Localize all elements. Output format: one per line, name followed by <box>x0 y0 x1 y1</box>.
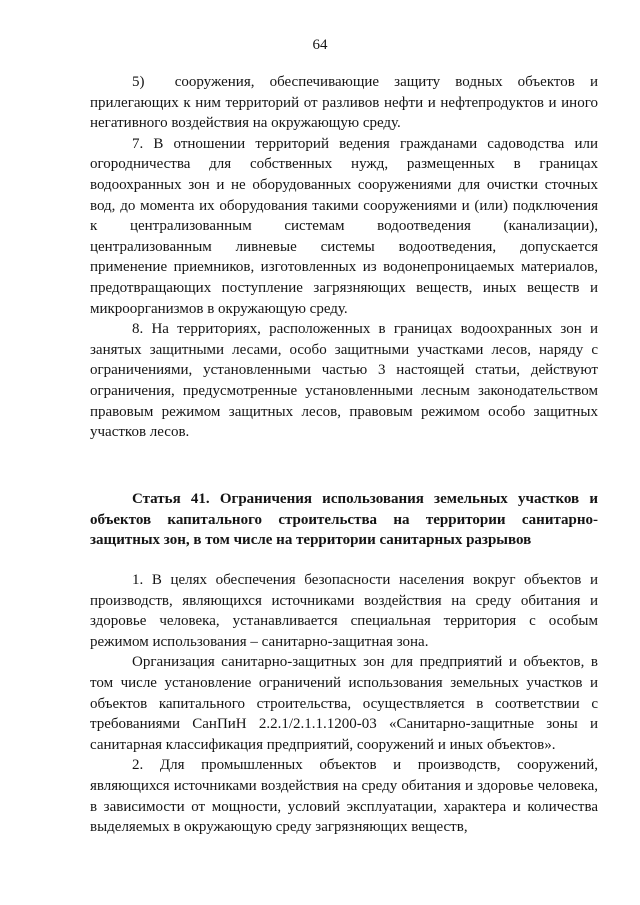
paragraph-item-8: 8. На территориях, расположенных в границах водоохранных зон и занятых защитными лесами, особо защитными участками лесов, наряду с ограничениями, установленными частью 3 настоящей статьи, действуют ограничения, предусмотренные установленными лесным законодательством правовым режимом защитных лесов, правовым режимом особо защитных участков лесов. <box>90 321 598 441</box>
article-paragraph-1: 1. В целях обеспечения безопасности населения вокруг объектов и производств, являющихся источниками воздействия на среду обитания и здоровье человека, устанавливается специальная территория с особым режимом использования – санитарно-защитная зона. <box>90 572 598 650</box>
paragraph-item-5: 5) сооружения, обеспечивающие защиту водных объектов и прилегающих к ним территорий от разливов нефти и нефтепродуктов и иного негативного воздействия на окружающую среду. <box>90 74 598 132</box>
paragraph-item-7: 7. В отношении территорий ведения гражданами садоводства или огородничества для собственных нужд, размещенных в границах водоохранных зон и не оборудованных сооружениями для очистки сточных вод, до момента их оборудования такими сооружениями и (или) подключения к централизованным системам водоотведения (канализации), централизованным ливневые системы водоотведения, допускается применение приемников, изготовленных из водонепроницаемых материалов, предотвращающих поступление загрязняющих веществ, иных веществ и микроорганизмов в окружающую среду. <box>90 135 598 317</box>
page-number: 64 <box>312 37 328 53</box>
article-heading: Статья 41. Ограничения использования земельных участков и объектов капитального строительства на территории санитарно-защитных зон, в том числе на территории санитарных разрывов <box>90 491 598 549</box>
article-paragraph-organization: Организация санитарно-защитных зон для предприятий и объектов, в том числе установление ограничений использования земельных участков и объектов капитального строительства, осуществляется в соответствии с требованиями СанПиН 2.2.1/2.1.1.1200-03 «Санитарно-защитные зоны и санитарная классификация предприятий, сооружений и иных объектов». <box>90 654 598 753</box>
top-text-block <box>90 72 598 443</box>
article-paragraph-2: 2. Для промышленных объектов и производств, сооружений, являющихся источниками воздействия на среду обитания и здоровье человека, в зависимости от мощности, условий эксплуатации, характера и количества выделяемых в окружающую среду загрязняющих веществ, <box>90 757 598 836</box>
article-text-block <box>90 570 598 838</box>
